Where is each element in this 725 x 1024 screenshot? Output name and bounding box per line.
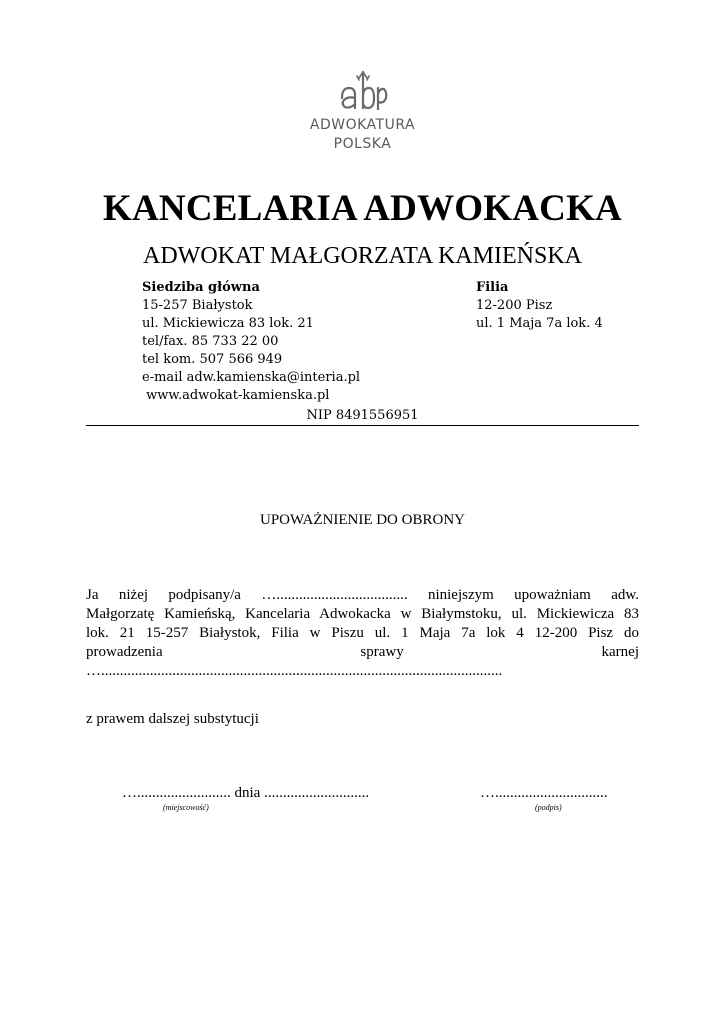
body-line: prowadzenia sprawy karnej	[86, 644, 639, 660]
body-line: Ja niżej podpisany/a …................................... niniejszym upoważniam adw.	[86, 587, 639, 603]
case-fill-line: …...........................................................................................................	[86, 663, 503, 679]
document-title: UPOWAŻNIENIE DO OBRONY	[260, 512, 465, 528]
place-date-line: …......................... dnia ............................	[122, 785, 370, 801]
main-office-email: e-mail adw.kamienska@interia.pl	[142, 370, 361, 385]
nip-number: NIP 8491556951	[306, 408, 419, 423]
header-divider	[86, 425, 639, 426]
body-line: Małgorzatę Kamieńską, Kancelaria Adwokacka w Białymstoku, ul. Mickiewicza 83	[86, 606, 639, 622]
branch-heading: Filia	[476, 280, 509, 295]
main-office-heading: Siedziba główna	[142, 280, 260, 295]
adwokatura-logo-icon	[338, 68, 388, 110]
branch-address	[476, 279, 603, 333]
body-line: lok. 21 15-257 Białystok, Filia w Piszu ul. 1 Maja 7a lok 4 12-200 Pisz do	[86, 625, 639, 641]
lawyer-name: ADWOKAT MAŁGORZATA KAMIEŃSKA	[143, 243, 582, 269]
main-office-address	[142, 279, 360, 405]
signature-caption: (podpis)	[535, 803, 562, 812]
main-office-mobile: tel kom. 507 566 949	[142, 352, 283, 367]
main-office-website: www.adwokat-kamienska.pl	[142, 388, 330, 403]
main-office-phone: tel/fax. 85 733 22 00	[142, 334, 279, 349]
office-title: KANCELARIA ADWOKACKA	[103, 188, 622, 229]
branch-line: ul. 1 Maja 7a lok. 4	[476, 316, 603, 331]
main-office-line: ul. Mickiewicza 83 lok. 21	[142, 316, 314, 331]
place-caption: (miejscowość)	[163, 803, 209, 812]
signature-line: …..............................	[480, 785, 608, 801]
logo-text-line2: POLSKA	[333, 136, 392, 152]
substitution-clause: z prawem dalszej substytucji	[86, 711, 259, 727]
main-office-line: 15-257 Białystok	[142, 298, 253, 313]
logo-text-line1: ADWOKATURA	[309, 117, 416, 133]
branch-line: 12-200 Pisz	[476, 298, 553, 313]
authorization-body	[86, 586, 639, 681]
